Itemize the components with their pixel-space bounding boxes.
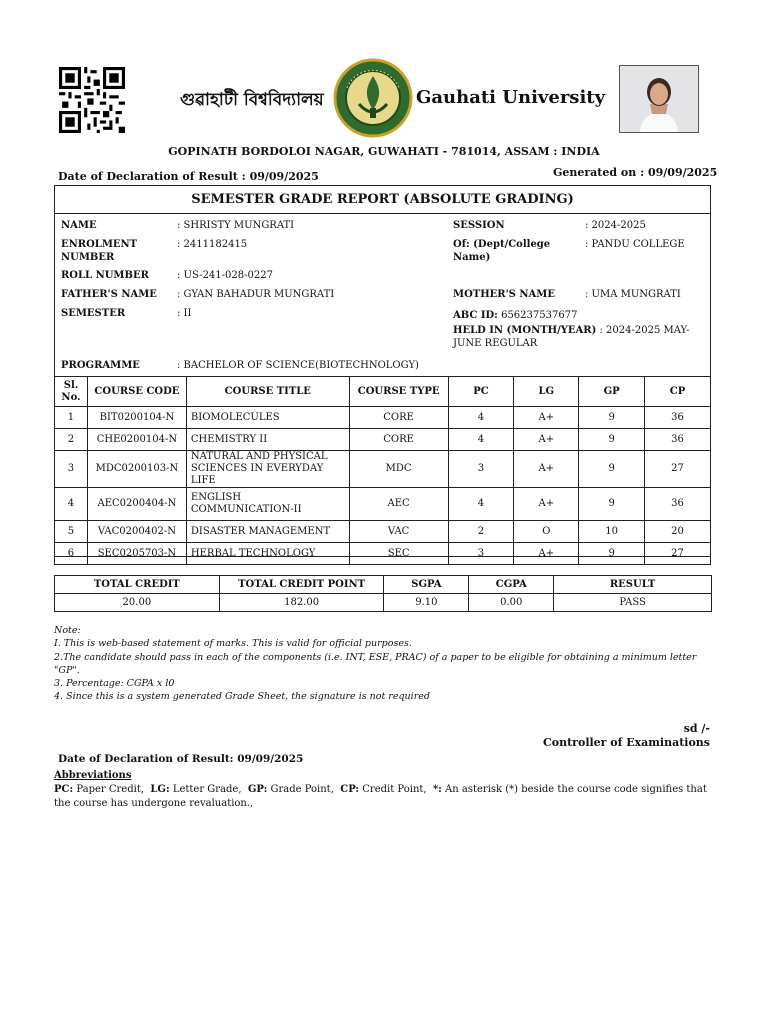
programme-label: PROGRAMME <box>61 360 140 371</box>
mother-value: : UMA MUNGRATI <box>585 289 681 300</box>
session-label: SESSION <box>453 220 505 231</box>
enrolment-value: : 2411182415 <box>177 239 248 250</box>
cell-title: ENGLISH COMMUNICATION-II <box>186 488 349 521</box>
table-row <box>55 543 711 565</box>
cell-lg: A+ <box>514 451 579 488</box>
university-seal-icon <box>333 58 413 138</box>
col-header: Sl. No. <box>55 377 88 407</box>
summary-header: CGPA <box>469 576 554 594</box>
abbr-key: *: <box>432 784 442 795</box>
abbr-key: GP: <box>247 784 268 795</box>
summary-value-row <box>55 594 712 612</box>
cell-sl: 2 <box>55 429 88 451</box>
abc-id <box>453 309 577 322</box>
report-title: SEMESTER GRADE REPORT (ABSOLUTE GRADING) <box>191 192 574 207</box>
cell-cp: 36 <box>645 407 711 429</box>
cell-lg: A+ <box>514 429 579 451</box>
held-in <box>453 324 693 350</box>
result-summary-table <box>54 575 712 612</box>
table-row <box>55 488 711 521</box>
note-line: 4. Since this is a system generated Grade Sheet, the signature is not required <box>54 691 430 703</box>
abbr-desc: Grade Point, <box>267 784 341 795</box>
abbr-key: PC: <box>54 784 74 795</box>
cell-code: AEC0200404-N <box>87 488 186 521</box>
held-in-value: : 2024-2025 MAY-JUNE REGULAR <box>453 325 690 349</box>
cell-gp: 9 <box>579 407 645 429</box>
title-divider <box>55 213 710 214</box>
cell-gp: 9 <box>579 451 645 488</box>
cell-cp: 36 <box>645 488 711 521</box>
summary-header: SGPA <box>384 576 469 594</box>
cell-code: VAC0200402-N <box>87 521 186 543</box>
cell-gp: 9 <box>579 429 645 451</box>
father-value: : GYAN BAHADUR MUNGRATI <box>177 289 335 300</box>
grade-report <box>54 185 711 557</box>
table-row <box>55 451 711 488</box>
cell-type: CORE <box>349 429 448 451</box>
col-header: CP <box>645 377 711 407</box>
col-header: GP <box>579 377 645 407</box>
cell-pc: 2 <box>448 521 514 543</box>
cell-type: MDC <box>349 451 448 488</box>
generated-on: Generated on : 09/09/2025 <box>553 166 718 179</box>
notes <box>54 624 714 704</box>
name-value: : SHRISTY MUNGRATI <box>177 220 295 231</box>
cell-cp: 27 <box>645 543 711 565</box>
cell-lg: A+ <box>514 407 579 429</box>
abbr-desc: Letter Grade, <box>169 784 248 795</box>
signature-block <box>0 722 710 750</box>
abc-id-label: ABC ID: <box>453 310 498 321</box>
cell-type: SEC <box>349 543 448 565</box>
father-label: FATHER'S NAME <box>61 289 157 300</box>
note-line: Note: <box>54 625 81 636</box>
college-value: : PANDU COLLEGE <box>585 239 685 250</box>
col-header: COURSE TYPE <box>349 377 448 407</box>
student-photo <box>619 65 699 133</box>
summary-header: TOTAL CREDIT <box>55 576 220 594</box>
mother-label: MOTHER'S NAME <box>453 289 555 300</box>
cell-lg: A+ <box>514 543 579 565</box>
semester-value: : II <box>177 308 192 319</box>
table-row <box>55 521 711 543</box>
note-line: I. This is web-based statement of marks. This is valid for official purposes. <box>54 638 412 650</box>
grade-table-header <box>55 377 711 407</box>
result-value: PASS <box>554 594 712 612</box>
enrolment-label: ENROLMENT NUMBER <box>61 239 138 263</box>
cell-sl: 4 <box>55 488 88 521</box>
abbr-key: LG: <box>150 784 170 795</box>
cell-pc: 3 <box>448 451 514 488</box>
note-line: 3. Percentage: CGPA x l0 <box>54 678 175 690</box>
summary-header: TOTAL CREDIT POINT <box>219 576 384 594</box>
abbr-desc: Credit Point, <box>359 784 433 795</box>
cell-cp: 27 <box>645 451 711 488</box>
cell-sl: 3 <box>55 451 88 488</box>
cell-gp: 9 <box>579 488 645 521</box>
cell-title: DISASTER MANAGEMENT <box>186 521 349 543</box>
qr-code-icon <box>59 67 125 133</box>
abbreviations-title: Abbreviations <box>54 770 132 781</box>
date-of-declaration-top: Date of Declaration of Result : 09/09/2025 <box>58 170 319 183</box>
cell-title: BIOMOLECULES <box>186 407 349 429</box>
cell-code: SEC0205703-N <box>87 543 186 565</box>
col-header: LG <box>514 377 579 407</box>
table-row <box>55 407 711 429</box>
total-credit-value: 20.00 <box>55 594 220 612</box>
col-header: PC <box>448 377 514 407</box>
cell-code: MDC0200103-N <box>87 451 186 488</box>
signature: sd /- <box>683 722 710 735</box>
university-address: GOPINATH BORDOLOI NAGAR, GUWAHATI - 781014, ASSAM : INDIA <box>168 145 600 158</box>
abbr-key: CP: <box>340 784 360 795</box>
cgpa-value: 0.00 <box>469 594 554 612</box>
college-label: Of: (Dept/College Name) <box>453 239 551 263</box>
held-in-label: HELD IN (MONTH/YEAR) <box>453 325 597 336</box>
col-header: COURSE TITLE <box>186 377 349 407</box>
cell-lg: O <box>514 521 579 543</box>
table-row <box>55 429 711 451</box>
grade-table <box>54 376 711 565</box>
abbreviations-text <box>54 783 714 810</box>
university-name: Gauhati University <box>416 87 606 108</box>
summary-header-row <box>55 576 712 594</box>
cell-title: NATURAL AND PHYSICAL SCIENCES IN EVERYDAY LIFE <box>186 451 349 488</box>
cell-sl: 5 <box>55 521 88 543</box>
cell-type: CORE <box>349 407 448 429</box>
cell-type: AEC <box>349 488 448 521</box>
sgpa-value: 9.10 <box>384 594 469 612</box>
university-name-bengali: গুৱাহাটী বিশ্ববিদ্যালয় <box>180 90 324 110</box>
cell-sl: 1 <box>55 407 88 429</box>
controller-title: Controller of Examinations <box>543 736 710 749</box>
cell-sl: 6 <box>55 543 88 565</box>
roll-label: ROLL NUMBER <box>61 270 149 281</box>
cell-pc: 4 <box>448 488 514 521</box>
cell-pc: 4 <box>448 429 514 451</box>
cell-type: VAC <box>349 521 448 543</box>
cell-lg: A+ <box>514 488 579 521</box>
note-line: 2.The candidate should pass in each of the components (i.e. INT, ESE, PRAC) of a paper to be eligible for obtaining a minimum letter "GP". <box>54 651 697 676</box>
semester-label: SEMESTER <box>61 308 126 319</box>
cell-code: CHE0200104-N <box>87 429 186 451</box>
total-credit-point-value: 182.00 <box>219 594 384 612</box>
cell-cp: 20 <box>645 521 711 543</box>
cell-gp: 10 <box>579 521 645 543</box>
abbr-desc: An asterisk (*) beside the course code signifies that the course has undergone revaluation., <box>54 784 707 809</box>
cell-code: BIT0200104-N <box>87 407 186 429</box>
abbr-desc: Paper Credit, <box>73 784 151 795</box>
cell-title: HERBAL TECHNOLOGY <box>186 543 349 565</box>
cell-pc: 3 <box>448 543 514 565</box>
roll-value: : US-241-028-0227 <box>177 270 273 281</box>
summary-header: RESULT <box>554 576 712 594</box>
col-header: COURSE CODE <box>87 377 186 407</box>
cell-pc: 4 <box>448 407 514 429</box>
date-of-declaration-bottom: Date of Declaration of Result: 09/09/2025 <box>58 753 304 765</box>
session-value: : 2024-2025 <box>585 220 646 231</box>
cell-title: CHEMISTRY II <box>186 429 349 451</box>
programme-value: : BACHELOR OF SCIENCE(BIOTECHNOLOGY) <box>177 360 419 371</box>
cell-gp: 9 <box>579 543 645 565</box>
abc-id-value: 656237537677 <box>501 310 578 321</box>
cell-cp: 36 <box>645 429 711 451</box>
name-label: NAME <box>61 220 97 231</box>
